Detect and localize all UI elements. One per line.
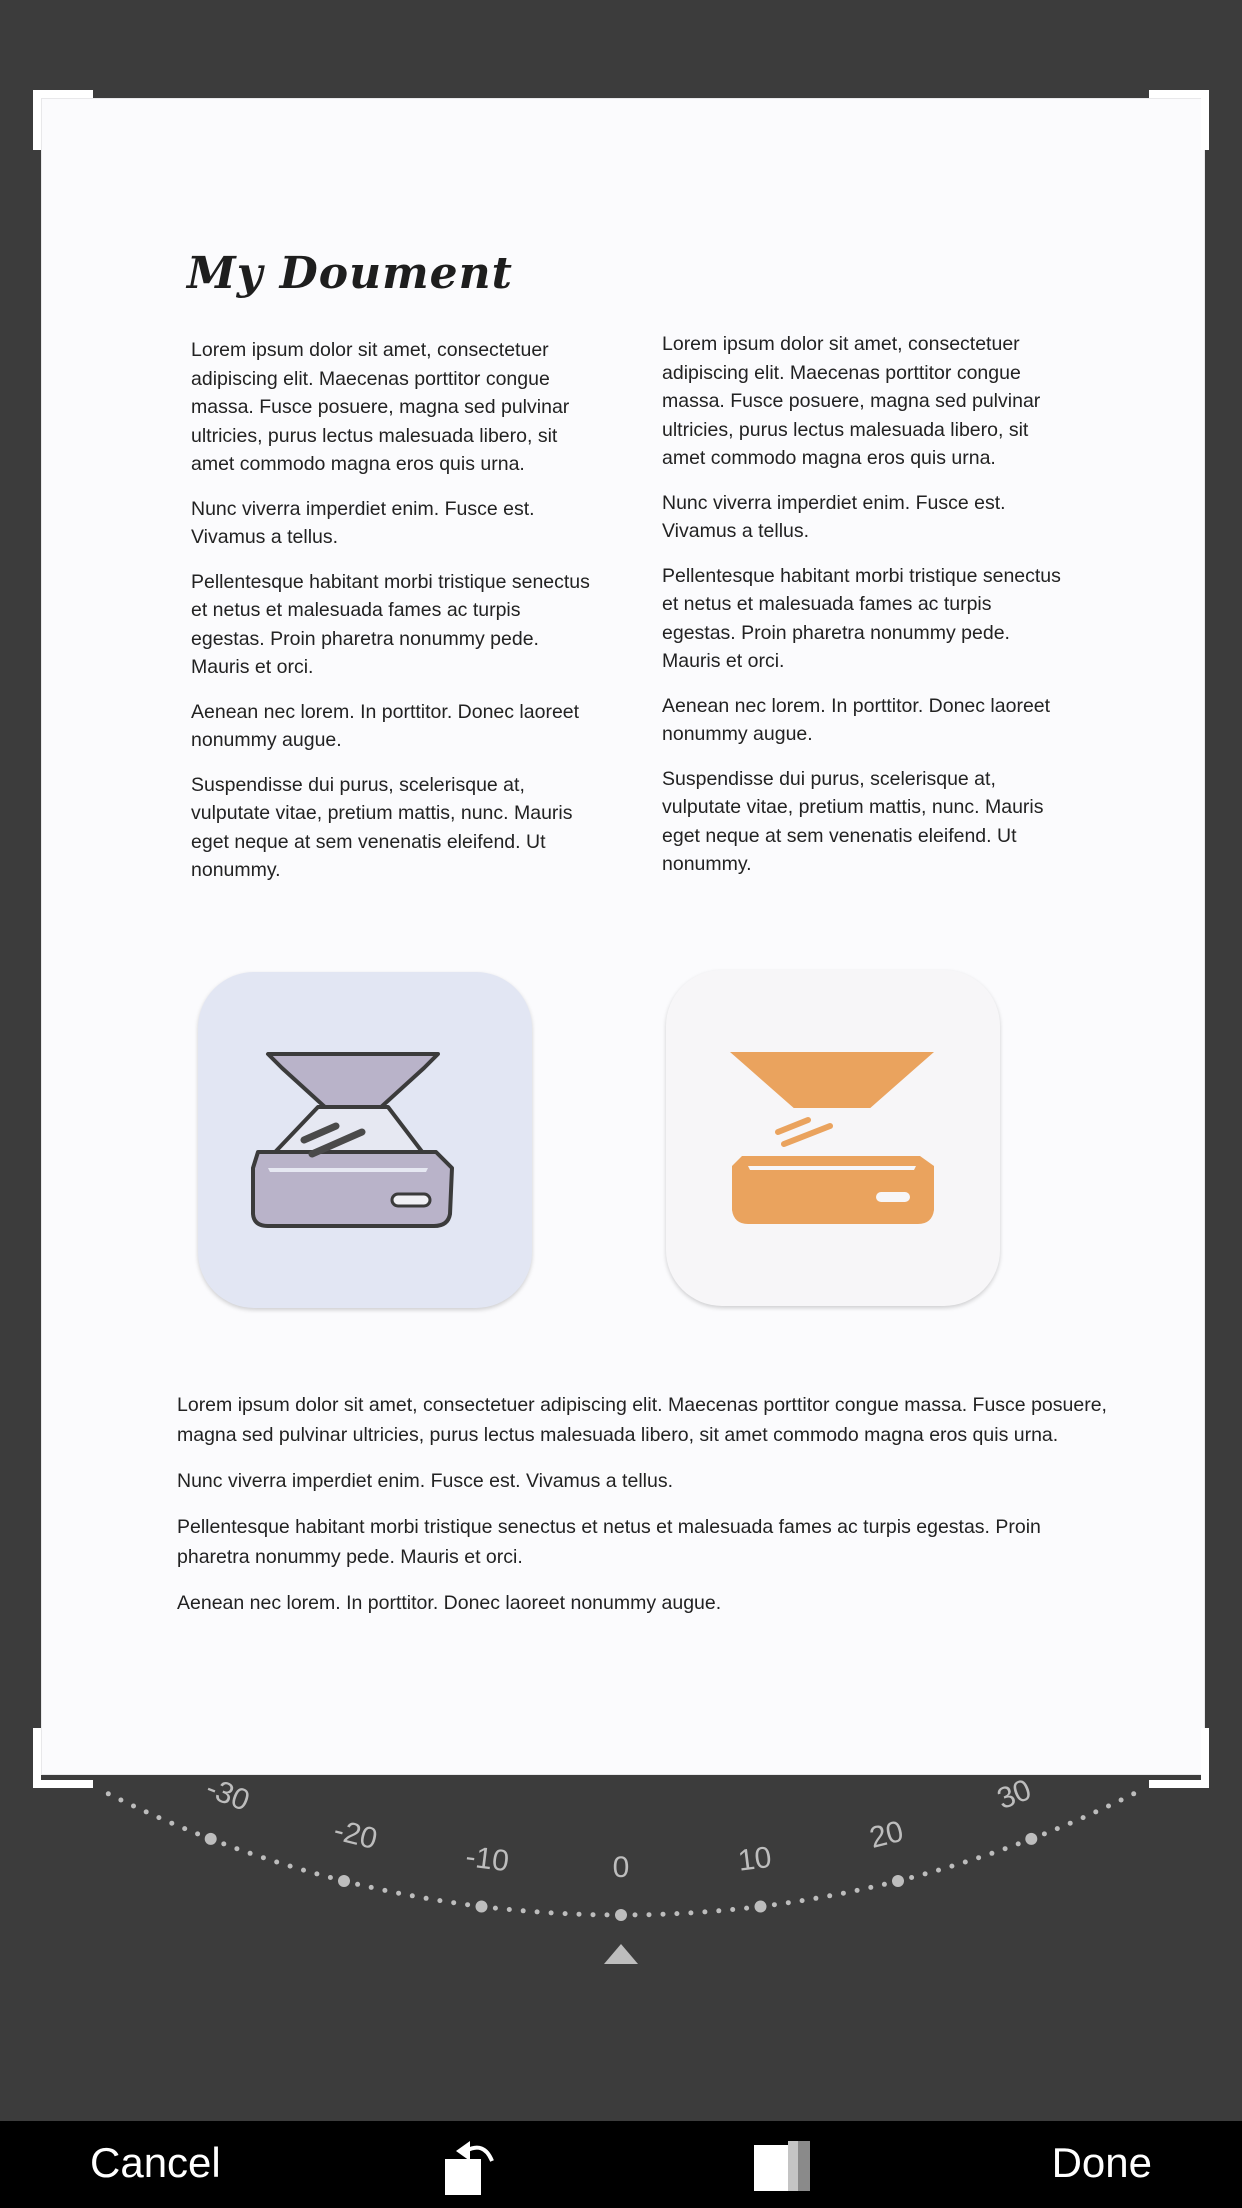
dial-label: -20 [330,1813,381,1857]
dial-minor-tick [535,1909,540,1914]
bottom-text [177,1390,1117,1634]
dial-minor-tick [451,1900,456,1905]
paragraph: Pellentesque habitant morbi tristique senectus et netus et malesuada fames ac turpis egestas. Proin pharetra nonummy pede. Mauris et orci. [662,564,1061,672]
dial-minor-tick [234,1846,239,1851]
dial-minor-tick [772,1902,777,1907]
dial-minor-tick [1003,1846,1008,1851]
dial-major-tick [476,1901,488,1913]
crop-handle-top-right[interactable] [1149,90,1209,98]
dial-major-tick [1025,1833,1037,1845]
dial-minor-tick [989,1851,994,1856]
dial-minor-tick [369,1885,374,1890]
dial-minor-tick [1055,1826,1060,1831]
dial-minor-tick [314,1871,319,1876]
paragraph: Aenean nec lorem. In porttitor. Donec laoreet nonummy augue. [662,694,1051,745]
paragraph: Aenean nec lorem. In porttitor. Donec laoreet nonummy augue. [191,700,580,751]
dial-minor-tick [156,1815,161,1820]
dial-minor-tick [563,1911,568,1916]
dial-minor-tick [396,1891,401,1896]
dial-label: 10 [736,1840,774,1878]
paragraph: Suspendisse dui purus, scelerisque at, vulputate vitae, pretium mattis, nunc. Mauris eget neque at sem venenatis eleifend. Ut nonummy. [662,767,1044,875]
dial-minor-tick [328,1875,333,1880]
dial-minor-tick [355,1882,360,1887]
paragraph: Nunc viverra imperdiet enim. Fusce est. Vivamus a tellus. [177,1470,673,1492]
dial-minor-tick [577,1912,582,1917]
dial-minor-tick [702,1909,707,1914]
dial-minor-tick [169,1821,174,1826]
dial-minor-tick [936,1868,941,1873]
dial-minor-tick [1106,1804,1111,1809]
dial-minor-tick [182,1826,187,1831]
dial-minor-tick [1093,1809,1098,1814]
dial-minor-tick [493,1906,498,1911]
dial-minor-tick [827,1893,832,1898]
dial-minor-tick [786,1900,791,1905]
dial-minor-tick [909,1875,914,1880]
dial-minor-tick [118,1798,123,1803]
dial-minor-tick [1068,1821,1073,1826]
paragraph: Pellentesque habitant morbi tristique senectus et netus et malesuada fames ac turpis egestas. Proin pharetra nonummy pede. Mauris et orci. [177,1516,1041,1568]
dial-minor-tick [424,1896,429,1901]
crop-handle-top-left-vertical[interactable] [33,90,41,150]
dial-minor-tick [963,1860,968,1865]
dial-minor-tick [521,1908,526,1913]
dial-minor-tick [647,1912,652,1917]
dial-label: -30 [201,1771,254,1818]
right-text-column [662,330,1062,895]
cancel-button[interactable]: Cancel [90,2139,221,2186]
dial-minor-tick [248,1851,253,1856]
dial-minor-tick [195,1831,200,1836]
dial-minor-tick [507,1907,512,1912]
paragraph: Lorem ipsum dolor sit amet, consectetuer adipiscing elit. Maecenas porttitor congue massa. Fusce posuere, magna sed pulvinar ultricies, purus lectus malesuada libero, sit amet commodo magna eros quis urna. [662,333,1041,469]
dial-minor-tick [800,1898,805,1903]
scanned-document [41,98,1205,1775]
dial-minor-tick [274,1860,279,1865]
dial-minor-tick [744,1906,749,1911]
bottom-toolbar [0,2121,1242,2208]
dial-major-tick [892,1875,904,1887]
dial-minor-tick [605,1912,610,1917]
dial-minor-tick [301,1868,306,1873]
dial-minor-tick [131,1804,136,1809]
paragraph: Nunc viverra imperdiet enim. Fusce est. Vivamus a tellus. [662,491,1006,542]
triangle-up-icon [604,1944,638,1964]
dial-minor-tick [1119,1798,1124,1803]
done-button[interactable]: Done [1051,2139,1152,2186]
dial-minor-tick [1042,1831,1047,1836]
dial-minor-tick [221,1841,226,1846]
dial-minor-tick [465,1902,470,1907]
rotate-left-icon[interactable] [440,2129,506,2199]
dial-minor-tick [549,1910,554,1915]
document-title: My Doument [187,248,513,299]
dial-minor-tick [633,1912,638,1917]
dial-major-tick [615,1909,627,1921]
dial-minor-tick [688,1910,693,1915]
dial-minor-tick [437,1898,442,1903]
paragraph: Suspendisse dui purus, scelerisque at, vulputate vitae, pretium mattis, nunc. Mauris eget neque at sem venenatis eleifend. Ut nonummy. [191,773,573,881]
crop-handle-top-right-vertical[interactable] [1201,90,1209,150]
dial-minor-tick [730,1907,735,1912]
dial-minor-tick [261,1855,266,1860]
paragraph: Nunc viverra imperdiet enim. Fusce est. Vivamus a tellus. [191,497,535,548]
dial-minor-tick [674,1911,679,1916]
dial-minor-tick [1016,1841,1021,1846]
rotation-dial[interactable] [0,1770,1242,1970]
dial-minor-tick [661,1912,666,1917]
dial-minor-tick [144,1809,149,1814]
dial-minor-tick [868,1885,873,1890]
paragraph: Pellentesque habitant morbi tristique senectus et netus et malesuada fames ac turpis egestas. Proin pharetra nonummy pede. Mauris et orci. [191,570,590,678]
scanner-icon-gray [198,972,532,1308]
dial-minor-tick [923,1871,928,1876]
dial-minor-tick [882,1882,887,1887]
dial-major-tick [338,1875,350,1887]
left-text-column [191,336,591,901]
dial-label: -10 [463,1840,511,1879]
dial-labels [202,1771,1036,1884]
scanner-icon-orange [666,970,1000,1306]
dial-major-tick [755,1901,767,1913]
dial-minor-tick [949,1864,954,1869]
dial-minor-tick [1081,1815,1086,1820]
dial-minor-tick [976,1855,981,1860]
dial-minor-tick [106,1791,111,1796]
dial-minor-tick [855,1888,860,1893]
dial-minor-tick [288,1864,293,1869]
paragraph: Lorem ipsum dolor sit amet, consectetuer adipiscing elit. Maecenas porttitor congue massa. Fusce posuere, magna sed pulvinar ultricies, purus lectus malesuada libero, sit amet commodo magna eros quis urna. [191,339,570,475]
dial-minor-tick [1131,1791,1136,1796]
dial-minor-tick [410,1893,415,1898]
paragraph: Lorem ipsum dolor sit amet, consectetuer adipiscing elit. Maecenas porttitor congue massa. Fusce posuere, magna sed pulvinar ultricies, purus lectus malesuada libero, sit amet commodo magna eros quis urna. [177,1394,1107,1446]
dial-minor-tick [382,1888,387,1893]
dial-major-tick [205,1833,217,1845]
dial-label: 0 [612,1851,630,1884]
dial-minor-tick [841,1891,846,1896]
dial-minor-tick [716,1908,721,1913]
dial-label: 30 [992,1773,1036,1817]
dial-minor-tick [591,1912,596,1917]
dial-minor-tick [813,1896,818,1901]
aspect-ratio-icon[interactable] [750,2129,820,2199]
paragraph: Aenean nec lorem. In porttitor. Donec laoreet nonummy augue. [177,1592,722,1614]
crop-handle-top-left[interactable] [33,90,93,98]
dial-label: 20 [866,1814,907,1855]
